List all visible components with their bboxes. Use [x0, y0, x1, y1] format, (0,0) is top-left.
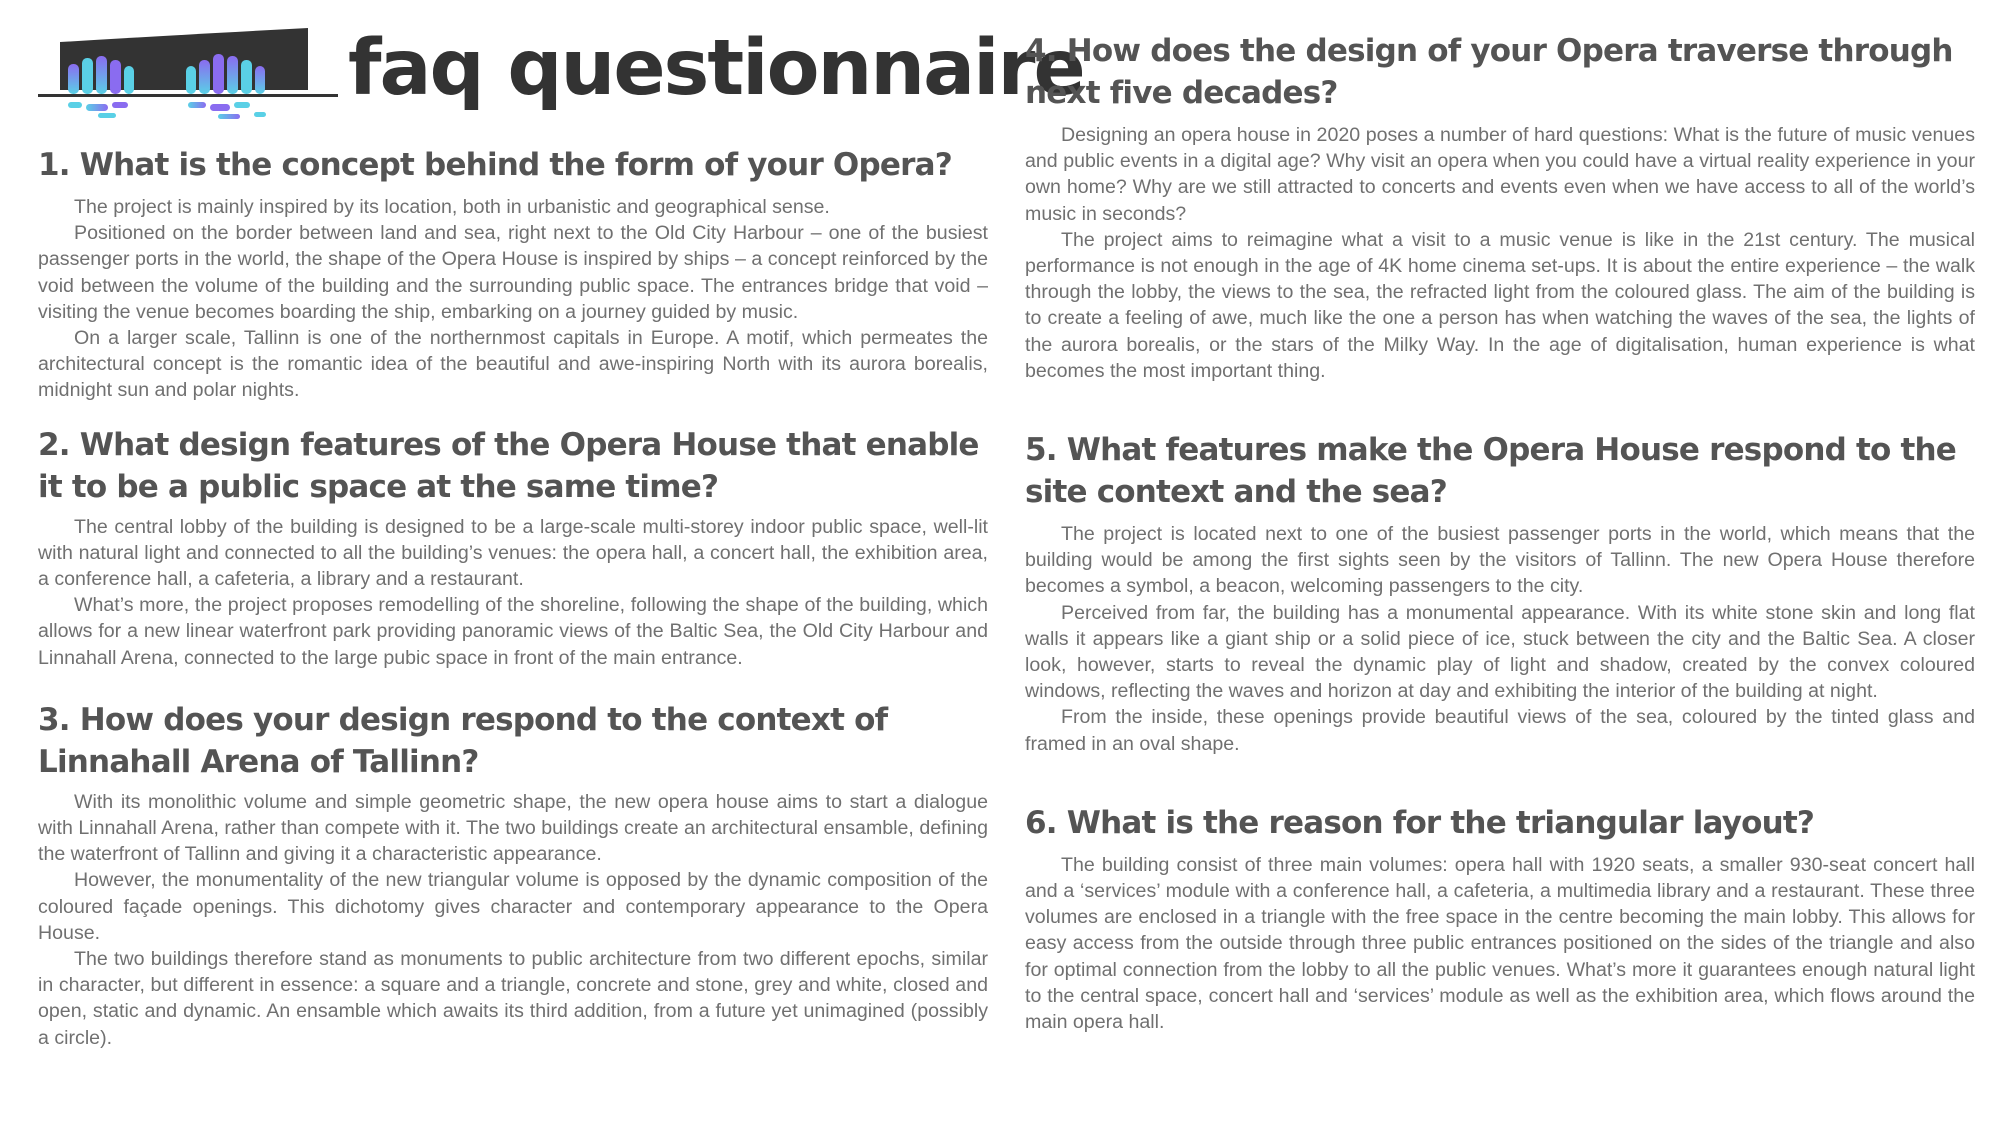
- answer-paragraph: Perceived from far, the building has a monumental appearance. With its white stone skin and long flat walls it appears like a giant ship or a solid piece of ice, stuck between the city and the Baltic Sea. A closer look, however, starts to reveal the dynamic play of light and shadow, created by the convex coloured windows, reflecting the waves and horizon at day and exhibiting the interior of the building at night.: [1025, 601, 1975, 703]
- answer-paragraph: The project is mainly inspired by its location, both in urbanistic and geographical sense.: [74, 196, 830, 218]
- faq-item-2: [38, 424, 988, 671]
- faq-answer: [1025, 122, 1975, 384]
- faq-answer: [1025, 852, 1975, 1035]
- answer-paragraph: The project is located next to one of the busiest passenger ports in the world, which means that the building would be among the first sights seen by the visitors of Tallinn. The new Opera House therefore becomes a symbol, a beacon, welcoming passengers to the city.: [1025, 523, 1975, 598]
- answer-paragraph: On a larger scale, Tallinn is one of the northernmost capitals in Europe. A motif, which permeates the architectural concept is the romantic idea of the beautiful and awe-inspiring North with its aurora borealis, midnight sun and polar nights.: [38, 327, 988, 402]
- faq-answer: [38, 789, 988, 1051]
- header: [38, 0, 1084, 130]
- faq-question: 2. What design features of the Opera House that enable it to be a public space at the same time?: [38, 426, 979, 505]
- faq-item-1: [38, 144, 988, 404]
- left-column: [38, 0, 1084, 1051]
- answer-paragraph: The two buildings therefore stand as monuments to public architecture from two different epochs, similar in character, but different in essence: a square and a triangle, concrete and stone, grey and white, closed and open, static and dynamic. An ensamble which awaits its third addition, from a future yet unimagined (possibly a circle).: [38, 948, 988, 1049]
- answer-paragraph: However, the monumentality of the new triangular volume is opposed by the dynamic composition of the coloured façade openings. This dichotomy gives character and contemporary appearance to the Opera House.: [38, 869, 988, 944]
- faq-item-6: [1025, 802, 1975, 1035]
- answer-paragraph: From the inside, these openings provide beautiful views of the sea, coloured by the tinted glass and framed in an oval shape.: [1025, 706, 1975, 755]
- faq-question: 6. What is the reason for the triangular layout?: [1025, 804, 1815, 841]
- faq-item-5: [1025, 429, 1975, 757]
- answer-paragraph: The building consist of three main volumes: opera hall with 1920 seats, a smaller 930-seat concert hall and a ‘services’ module with a conference hall, a cafeteria, a multimedia library and a restaurant. These three volumes are enclosed in a triangle with the free space in the centre becoming the main lobby. This allows for easy access from the outside through three public entrances positioned on the sides of the triangle and also for optimal connection from the lobby to all the public venues. What’s more it guarantees enough natural light to the central space, concert hall and ‘services’ module as well as the exhibition area, which flows around the main opera hall.: [1025, 853, 1975, 1034]
- faq-item-4: [1025, 30, 1975, 384]
- faq-answer: [1025, 521, 1975, 757]
- faq-question: 3. How does your design respond to the context of Linnahall Arena of Tallinn?: [38, 701, 888, 780]
- answer-paragraph: The project aims to reimagine what a visit to a music venue is like in the 21st century. The musical performance is not enough in the age of 4K home cinema set-ups. It is about the entire experience – the walk through the lobby, the views to the sea, the refracted light from the coloured glass. The aim of the building is to create a feeling of awe, much like the one a person has when watching the waves of the sea, the lights of the aurora borealis, or the stars of the Milky Way. In the age of digitalisation, human experience is what becomes the most important thing.: [1025, 228, 1975, 382]
- answer-paragraph: Positioned on the border between land and sea, right next to the Old City Harbour – one of the busiest passenger ports in the world, the shape of the Opera House is inspired by ships – a concept reinforced by the void between the volume of the building and the surrounding public space. The entrances bridge that void – visiting the venue becomes boarding the ship, embarking on a journey guided by music.: [38, 222, 988, 323]
- page-title: faq questionnaire: [348, 24, 1084, 113]
- answer-paragraph: With its monolithic volume and simple geometric shape, the new opera house aims to start a dialogue with Linnahall Arena, rather than compete with it. The two buildings create an architectural ensamble, defining the waterfront of Tallinn and giving it a characteristic appearance.: [38, 790, 988, 866]
- faq-question: 1. What is the concept behind the form of your Opera?: [38, 147, 952, 183]
- faq-answer: [38, 194, 988, 404]
- answer-paragraph: Designing an opera house in 2020 poses a number of hard questions: What is the future of music venues and public events in a digital age? Why visit an opera when you could have a virtual reality experience in your own home? Why are we still attracted to concerts and events even when we have access to all of the world’s music in seconds?: [1025, 124, 1975, 225]
- faq-question: 4. How does the design of your Opera traverse through next five decades?: [1025, 33, 1953, 111]
- right-column: [1025, 0, 1975, 1035]
- opera-house-silhouette-icon: [38, 26, 338, 122]
- faq-question: 5. What features make the Opera House respond to the site context and the sea?: [1025, 432, 1957, 511]
- answer-paragraph: The central lobby of the building is designed to be a large-scale multi-storey indoor public space, well-lit with natural light and connected to all the building’s venues: the opera hall, a concert hall, the exhibition area, a conference hall, a cafeteria, a library and a restaurant.: [38, 515, 988, 591]
- answer-paragraph: What’s more, the project proposes remodelling of the shoreline, following the shape of the building, which allows for a new linear waterfront park providing panoramic views of the Baltic Sea, the Old City Harbour and Linnahall Arena, connected to the large pubic space in front of the main entrance.: [38, 594, 988, 669]
- faq-answer: [38, 514, 988, 671]
- faq-item-3: [38, 699, 988, 1051]
